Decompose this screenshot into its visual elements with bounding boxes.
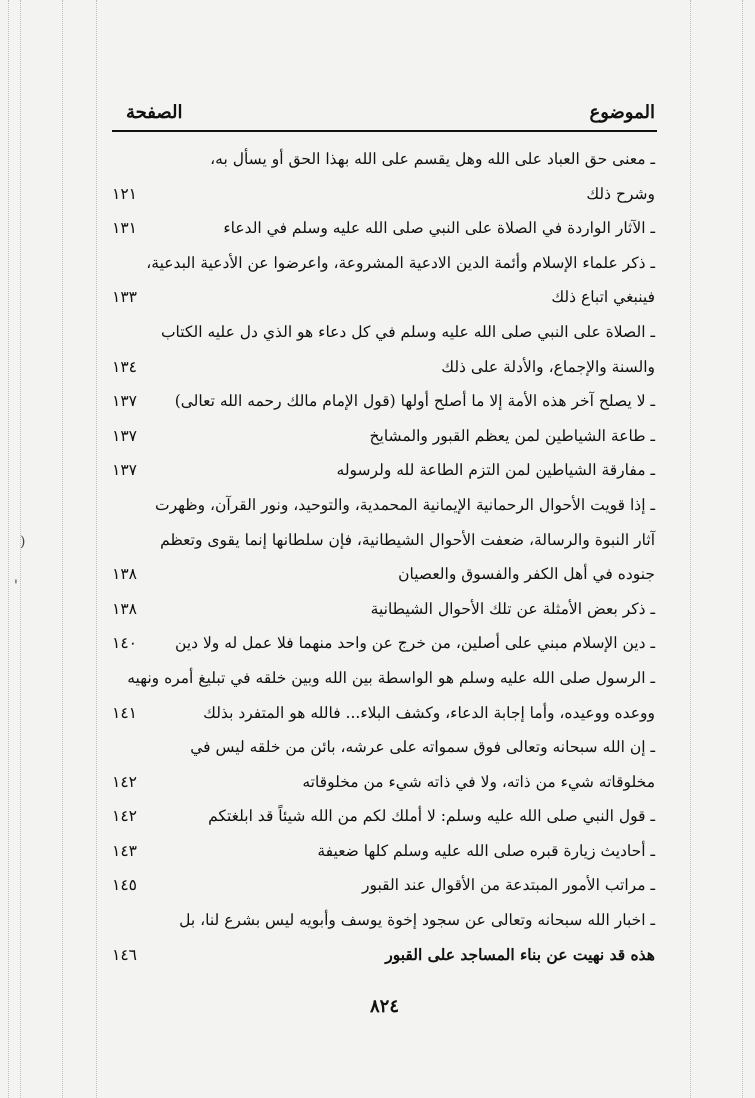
toc-entry xyxy=(112,350,657,385)
scan-edge-line xyxy=(62,0,63,1098)
scan-edge-line xyxy=(690,0,691,1098)
toc-entry xyxy=(112,488,657,523)
toc-entry xyxy=(112,868,657,903)
topic-column-heading: الموضوع xyxy=(589,102,655,123)
toc-entry-text: هذه قد نهيت عن بناء المساجد على القبور xyxy=(385,944,655,964)
toc-entry-page: ١٤٦ xyxy=(112,945,137,964)
toc-entry xyxy=(112,557,657,592)
page-number: ٨٢٤ xyxy=(369,996,399,1017)
toc-entry-page: ١٣١ xyxy=(112,219,137,238)
scan-edge-line xyxy=(96,0,97,1098)
toc-entry-text: ـ إذا قويت الأحوال الرحمانية الإيمانية المحمدية، والتوحيد، ونور القرآن، وظهرت xyxy=(154,495,655,514)
toc-entry-text: ـ لا يصلح آخر هذه الأمة إلا ما أصلح أولها (قول الإمام مالك رحمه الله تعالى) xyxy=(174,392,655,411)
toc-entry xyxy=(112,938,657,973)
toc-entry-page: ١٤٢ xyxy=(112,807,137,826)
toc-entry-text: ـ الآثار الواردة في الصلاة على النبي صلى الله عليه وسلم في الدعاء xyxy=(223,219,655,238)
toc-entry xyxy=(112,246,657,281)
toc-entry xyxy=(112,799,657,834)
toc-entry-text: جنوده في أهل الكفر والفسوق والعصيان xyxy=(398,565,655,584)
toc-header xyxy=(112,98,657,132)
scan-artifact: ' xyxy=(14,578,18,594)
toc-entry-text: فينبغي اتباع ذلك xyxy=(551,288,655,307)
toc-entry xyxy=(112,696,657,731)
toc-entry-text: ـ مفارقة الشياطين لمن التزم الطاعة لله ولرسوله xyxy=(336,461,655,480)
toc-entry xyxy=(112,384,657,419)
toc-entry-page: ١٢١ xyxy=(112,184,137,203)
toc-entry-page: ١٤٢ xyxy=(112,772,137,791)
toc-entry-page: ١٤٠ xyxy=(112,634,137,653)
toc-entry-page: ١٣٨ xyxy=(112,565,137,584)
toc-entry xyxy=(112,834,657,869)
toc-entry-text: ـ طاعة الشياطين لمن يعظم القبور والمشايخ xyxy=(369,426,655,445)
toc-entry xyxy=(112,592,657,627)
toc-entries xyxy=(112,142,657,972)
toc-entry-text: ـ ذكر بعض الأمثلة عن تلك الأحوال الشيطانية xyxy=(370,599,655,618)
page-column-heading: الصفحة xyxy=(126,102,183,123)
toc-entry-text: ـ دين الإسلام مبني على أصلين، من خرج عن واحد منهما فلا عمل له ولا دين xyxy=(175,634,655,653)
toc-entry xyxy=(112,765,657,800)
toc-entry xyxy=(112,730,657,765)
toc-entry-text: ـ أحاديث زيارة قبره صلى الله عليه وسلم كلها ضعيفة xyxy=(317,841,655,860)
toc-entry-text: وشرح ذلك xyxy=(586,184,655,203)
toc-entry xyxy=(112,419,657,454)
scan-artifact: ) xyxy=(20,534,26,550)
toc-entry-text: ـ إن الله سبحانه وتعالى فوق سمواته على عرشه، بائن من خلقه ليس في xyxy=(190,738,655,757)
toc-entry-page: ١٣٤ xyxy=(112,357,137,376)
toc-entry xyxy=(112,142,657,177)
toc-entry-page: ١٤٥ xyxy=(112,876,137,895)
toc-entry xyxy=(112,626,657,661)
toc-entry-page: ١٤١ xyxy=(112,703,137,722)
toc-entry-page: ١٣٨ xyxy=(112,599,137,618)
toc-entry xyxy=(112,453,657,488)
toc-entry-page: ١٣٧ xyxy=(112,392,137,411)
toc-entry-page: ١٤٣ xyxy=(112,841,137,860)
toc-entry xyxy=(112,661,657,696)
toc-entry-text: ـ معنى حق العباد على الله وهل يقسم على الله بهذا الحق أو يسأل به، xyxy=(210,150,655,168)
toc-entry-text: ـ الصلاة على النبي صلى الله عليه وسلم في كل دعاء هو الذي دل عليه الكتاب xyxy=(160,322,655,341)
toc-entry-text: والسنة والإجماع، والأدلة على ذلك xyxy=(441,357,655,376)
toc-entry-text: ـ الرسول صلى الله عليه وسلم هو الواسطة بين الله وبين خلقه في تبليغ أمره ونهيه xyxy=(127,668,655,687)
toc-entry xyxy=(112,280,657,315)
toc-entry-page: ١٣٧ xyxy=(112,426,137,445)
toc-entry-text: ووعده ووعيده، وأما إجابة الدعاء، وكشف البلاء... فالله هو المتفرد بذلك xyxy=(203,703,655,722)
toc-entry-text: مخلوقاته شيء من ذاته، ولا في ذاته شيء من مخلوقاته xyxy=(302,772,655,791)
toc-entry-text: ـ مراتب الأمور المبتدعة من الأقوال عند القبور xyxy=(361,876,655,895)
scan-edge-line xyxy=(8,0,9,1098)
toc-entry xyxy=(112,903,657,938)
toc-entry-page: ١٣٧ xyxy=(112,461,137,480)
toc-entry-text: ـ ذكر علماء الإسلام وأئمة الدين الادعية المشروعة، واعرضوا عن الأدعية البدعية، xyxy=(146,253,655,272)
toc-entry-text: ـ اخبار الله سبحانه وتعالى عن سجود إخوة يوسف وأبويه ليس بشرع لنا، بل xyxy=(179,911,655,930)
toc-entry-text: ـ قول النبي صلى الله عليه وسلم: لا أملك لكم من الله شيئاً قد ابلغتكم xyxy=(208,807,655,826)
toc-entry xyxy=(112,177,657,212)
toc-entry-text: آثار النبوة والرسالة، ضعفت الأحوال الشيطانية، فإن سلطانها إنما يقوى وتعظم xyxy=(160,530,655,549)
toc-entry xyxy=(112,315,657,350)
table-of-contents-page xyxy=(112,98,657,1038)
toc-entry xyxy=(112,523,657,558)
toc-entry-page: ١٣٣ xyxy=(112,288,137,307)
scan-edge-line xyxy=(742,0,743,1098)
toc-entry xyxy=(112,211,657,246)
